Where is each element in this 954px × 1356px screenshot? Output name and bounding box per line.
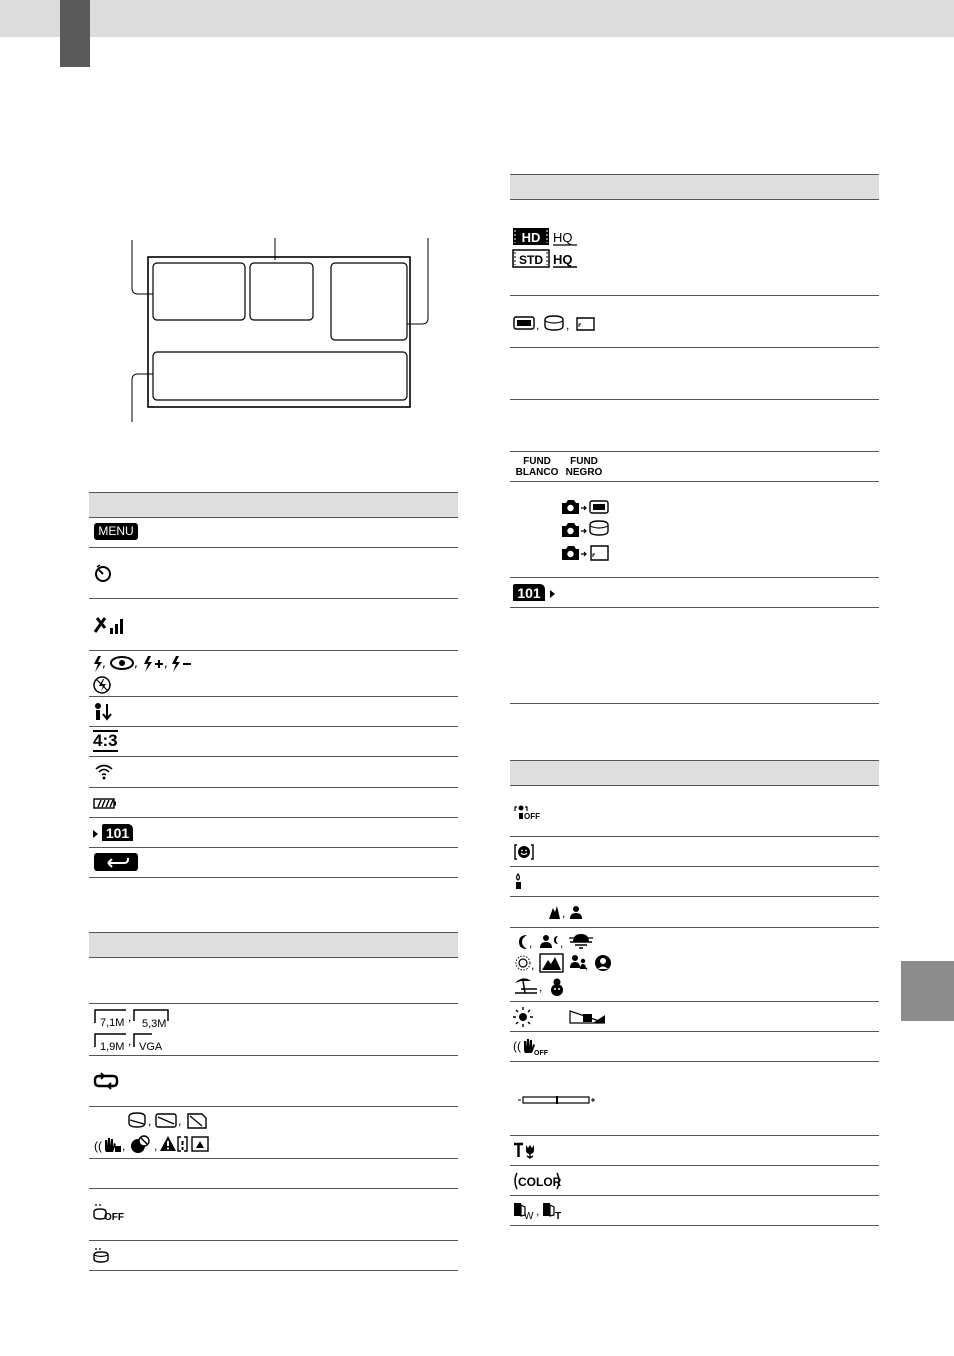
media-icons — [513, 314, 603, 334]
table-row-image-size — [89, 1004, 458, 1056]
table-row-flash — [89, 651, 458, 697]
svg-text:,: , — [560, 936, 564, 950]
svg-text:,: , — [122, 1139, 126, 1153]
table-row-blank-5 — [510, 608, 879, 704]
table-row-battery — [89, 788, 458, 818]
fund-negro-label: FUND NEGRO — [565, 456, 603, 478]
candle-icon — [513, 872, 525, 892]
svg-text:,: , — [531, 958, 535, 972]
svg-text:,: , — [539, 980, 543, 994]
svg-text:,: , — [529, 936, 533, 950]
x-v-color-icon — [513, 1171, 563, 1191]
face-detection-off-icon — [513, 802, 541, 822]
table-row-menu — [89, 518, 458, 548]
header-tab-block — [60, 0, 90, 67]
svg-text:,: , — [154, 1139, 158, 1153]
flash-modes-icon — [92, 654, 202, 694]
exposure-bar-icon — [517, 1094, 597, 1106]
svg-text:OFF: OFF — [104, 1212, 124, 1223]
svg-text:,: , — [536, 1204, 540, 1218]
table-row-wifi — [89, 757, 458, 788]
side-index-tab — [901, 961, 954, 1021]
image-size-icon — [92, 1007, 172, 1053]
svg-text:STD: STD — [519, 253, 543, 267]
svg-text:,: , — [178, 1114, 182, 1128]
aspect-4-3-icon: 4:3 — [93, 731, 118, 750]
svg-text:,: , — [102, 656, 106, 670]
svg-text:OFF: OFF — [524, 812, 540, 821]
table-row-mic-level — [89, 697, 458, 727]
svg-text:,: , — [562, 906, 566, 920]
play-arrow-icon — [549, 589, 557, 599]
table-header — [89, 492, 458, 518]
table-row-hdd — [89, 1241, 458, 1271]
svg-text:,: , — [128, 1034, 132, 1048]
steadyshot-off-icon — [513, 1037, 549, 1057]
svg-text:,: , — [148, 1114, 152, 1128]
table-row-folder — [89, 818, 458, 848]
svg-text:COLOR: COLOR — [518, 1175, 562, 1189]
svg-text:,: , — [134, 656, 138, 670]
copy-destination-icons — [560, 497, 620, 563]
table-row-scene — [510, 928, 879, 1002]
table-row-blank-4 — [510, 400, 879, 452]
table-row-smile — [510, 837, 879, 867]
svg-text:OFF: OFF — [534, 1050, 548, 1057]
display-table-lower-right — [510, 760, 879, 1226]
hdd-off-icon — [92, 1203, 124, 1223]
table-row-fund — [510, 452, 879, 482]
table-row-color — [510, 1166, 879, 1196]
white-balance-icons — [513, 1006, 613, 1028]
table-row-blank-3 — [510, 348, 879, 400]
header-bar — [0, 0, 954, 37]
table-header — [89, 932, 458, 958]
table-row-folder-101 — [510, 578, 879, 608]
table-row-focus — [510, 897, 879, 928]
folder-101-icon: 101 — [102, 824, 133, 841]
svg-text:((: (( — [94, 1139, 102, 1153]
hdd-icon — [92, 1247, 112, 1265]
table-row-exposure — [510, 1062, 879, 1136]
table-row-gps — [89, 599, 458, 651]
fund-blanco-label: FUND BLANCO — [515, 456, 559, 478]
svg-text:HQ: HQ — [553, 230, 573, 245]
self-timer-icon — [93, 563, 113, 583]
table-row-self-timer — [89, 548, 458, 599]
svg-text:,: , — [536, 318, 540, 332]
battery-icon — [93, 798, 117, 810]
table-row-quality — [510, 200, 879, 296]
svg-text:,: , — [585, 958, 589, 972]
table-row-blank — [89, 958, 458, 1004]
play-arrow-icon — [92, 829, 100, 839]
svg-text:T: T — [555, 1211, 562, 1222]
table-row-steadyshot-off — [510, 1032, 879, 1062]
gps-signal-icon — [93, 614, 123, 636]
display-table-upper-right — [510, 174, 879, 704]
table-row-copy — [510, 482, 879, 578]
table-row-conversion-lens — [510, 1196, 879, 1226]
warning-icons — [92, 1110, 232, 1156]
mic-level-icon — [93, 702, 117, 722]
svg-text:W: W — [524, 1211, 534, 1222]
table-row-candle — [510, 867, 879, 897]
svg-text:HD: HD — [521, 230, 541, 245]
focus-mode-icons — [548, 902, 588, 922]
svg-text:1,9M: 1,9M — [100, 1041, 125, 1053]
screen-layout-diagram — [120, 230, 440, 430]
svg-text:VGA: VGA — [139, 1041, 163, 1053]
table-header — [510, 174, 879, 200]
svg-text:7,1M: 7,1M — [100, 1017, 125, 1029]
table-row-face-off — [510, 786, 879, 837]
table-row-blank-2 — [89, 1159, 458, 1189]
folder-101-icon: 101 — [513, 584, 545, 601]
table-row-return — [89, 848, 458, 878]
table-row-repeat — [89, 1056, 458, 1107]
svg-text:5,3M: 5,3M — [142, 1018, 167, 1030]
table-row-aspect — [89, 727, 458, 757]
table-row-warnings — [89, 1107, 458, 1159]
smile-shutter-icon — [513, 842, 535, 862]
return-icon — [94, 853, 138, 871]
conversion-lens-icons — [513, 1201, 569, 1221]
hd-quality-icon — [513, 228, 583, 270]
tele-macro-icon — [513, 1142, 539, 1160]
wifi-icon — [94, 763, 114, 781]
svg-text:,: , — [164, 656, 168, 670]
table-row-media — [510, 296, 879, 348]
svg-text:,: , — [566, 318, 570, 332]
menu-icon: MENU — [94, 523, 138, 540]
scene-selection-icons — [513, 931, 633, 999]
repeat-icon — [93, 1072, 119, 1090]
svg-text:,: , — [128, 1010, 132, 1024]
display-table-upper-left — [89, 492, 458, 878]
table-row-tele-macro — [510, 1136, 879, 1166]
display-table-lower-left — [89, 932, 458, 1271]
table-row-white-balance — [510, 1002, 879, 1032]
table-header — [510, 760, 879, 786]
svg-text:((: (( — [513, 1039, 521, 1053]
table-row-hdd-off — [89, 1189, 458, 1241]
svg-text:HQ: HQ — [553, 252, 573, 267]
